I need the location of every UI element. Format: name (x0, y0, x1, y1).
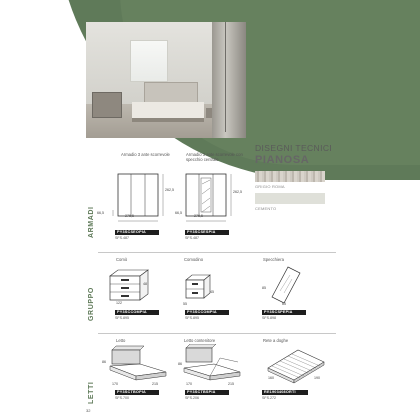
product-code: PY3SCCOMPIA (185, 310, 229, 315)
bed-drawing (100, 344, 172, 388)
section-label-letti: LETTI (88, 381, 95, 404)
dimension-width: 170 (186, 382, 192, 386)
bedroom-photo (86, 22, 246, 138)
finish-label: GRIGIO ROMA (255, 184, 285, 189)
dimension-width: 65 (282, 302, 286, 306)
item-name: Specchiera (263, 257, 284, 262)
finish-swatch-cemento (255, 193, 325, 204)
dimension-depth: 48 (143, 282, 147, 286)
collection-name: PIANOSA (255, 154, 310, 166)
dimension-width: 276,5 (194, 214, 203, 218)
product-code: PY3SCSESPIA (185, 230, 229, 235)
product-sub-code: SFS.700 (115, 396, 129, 400)
finish-swatch-grigio (255, 171, 325, 182)
dimension-height: 85 (262, 286, 266, 290)
item-name: Armadio 3 ante scorrevole (121, 152, 170, 157)
slatted-base-drawing (264, 346, 330, 388)
product-code: PY3SCTBSPIA (185, 390, 229, 395)
section-title: DISEGNI TECNICI (255, 143, 333, 153)
dimension-length: 215 (152, 382, 158, 386)
dimension-length: 190 (314, 376, 320, 380)
section-label-armadi: ARMADI (88, 206, 95, 238)
dimension-height: 262,5 (165, 188, 174, 192)
mirror-drawing (266, 265, 306, 307)
dimension-depth: 66,5 (97, 211, 104, 215)
section-label-gruppo: GRUPPO (88, 287, 95, 321)
wardrobe-mirror-drawing (174, 170, 244, 228)
dimension-height: 86 (102, 360, 106, 364)
item-name: Comodino (184, 257, 204, 262)
dimension-width: 122 (116, 301, 122, 305)
product-sub-code: SFS.895 (115, 316, 129, 320)
dimension-height: 86 (178, 362, 182, 366)
product-code: PY3SCSEOPIA (115, 230, 159, 235)
product-sub-code: SFS.206 (185, 396, 199, 400)
product-code: PY3SCSPEPIA (262, 310, 306, 315)
wardrobe-drawing (104, 170, 174, 228)
product-code: PY3SCCOMPIA (115, 310, 159, 315)
product-code: PY3SCTBOPIA (115, 390, 159, 395)
section-divider (98, 333, 336, 334)
item-name: Rete a doghe (263, 338, 289, 343)
title-block (255, 143, 405, 166)
section-divider (98, 252, 336, 253)
product-sub-code: SFS.487 (115, 236, 129, 240)
item-name: Letto (116, 338, 126, 343)
product-code: RE1903408ORTI (262, 390, 308, 395)
nightstand-drawing (178, 270, 222, 306)
product-sub-code: SFS.487 (185, 236, 199, 240)
dimension-width: 55 (183, 302, 187, 306)
dimension-depth: 45 (210, 290, 214, 294)
dresser-drawing (104, 266, 154, 306)
item-name: Comò (116, 257, 128, 262)
dimension-length: 215 (228, 382, 234, 386)
product-sub-code: SFS.895 (185, 316, 199, 320)
item-name: Armadio 3 ante scorrevole con specchio centrale (186, 152, 243, 162)
dimension-height: 262,5 (233, 190, 242, 194)
page-number: 32 (86, 408, 91, 413)
dimension-width: 276,5 (125, 214, 134, 218)
dimension-width: 170 (112, 382, 118, 386)
dimension-depth: 66,5 (175, 211, 182, 215)
product-sub-code: SFS.272 (262, 396, 276, 400)
product-sub-code: SFS.898 (262, 316, 276, 320)
finish-label: CEMENTO (255, 206, 277, 211)
dimension-width: 160 (268, 376, 274, 380)
item-name: Letto contenitore (184, 338, 216, 343)
